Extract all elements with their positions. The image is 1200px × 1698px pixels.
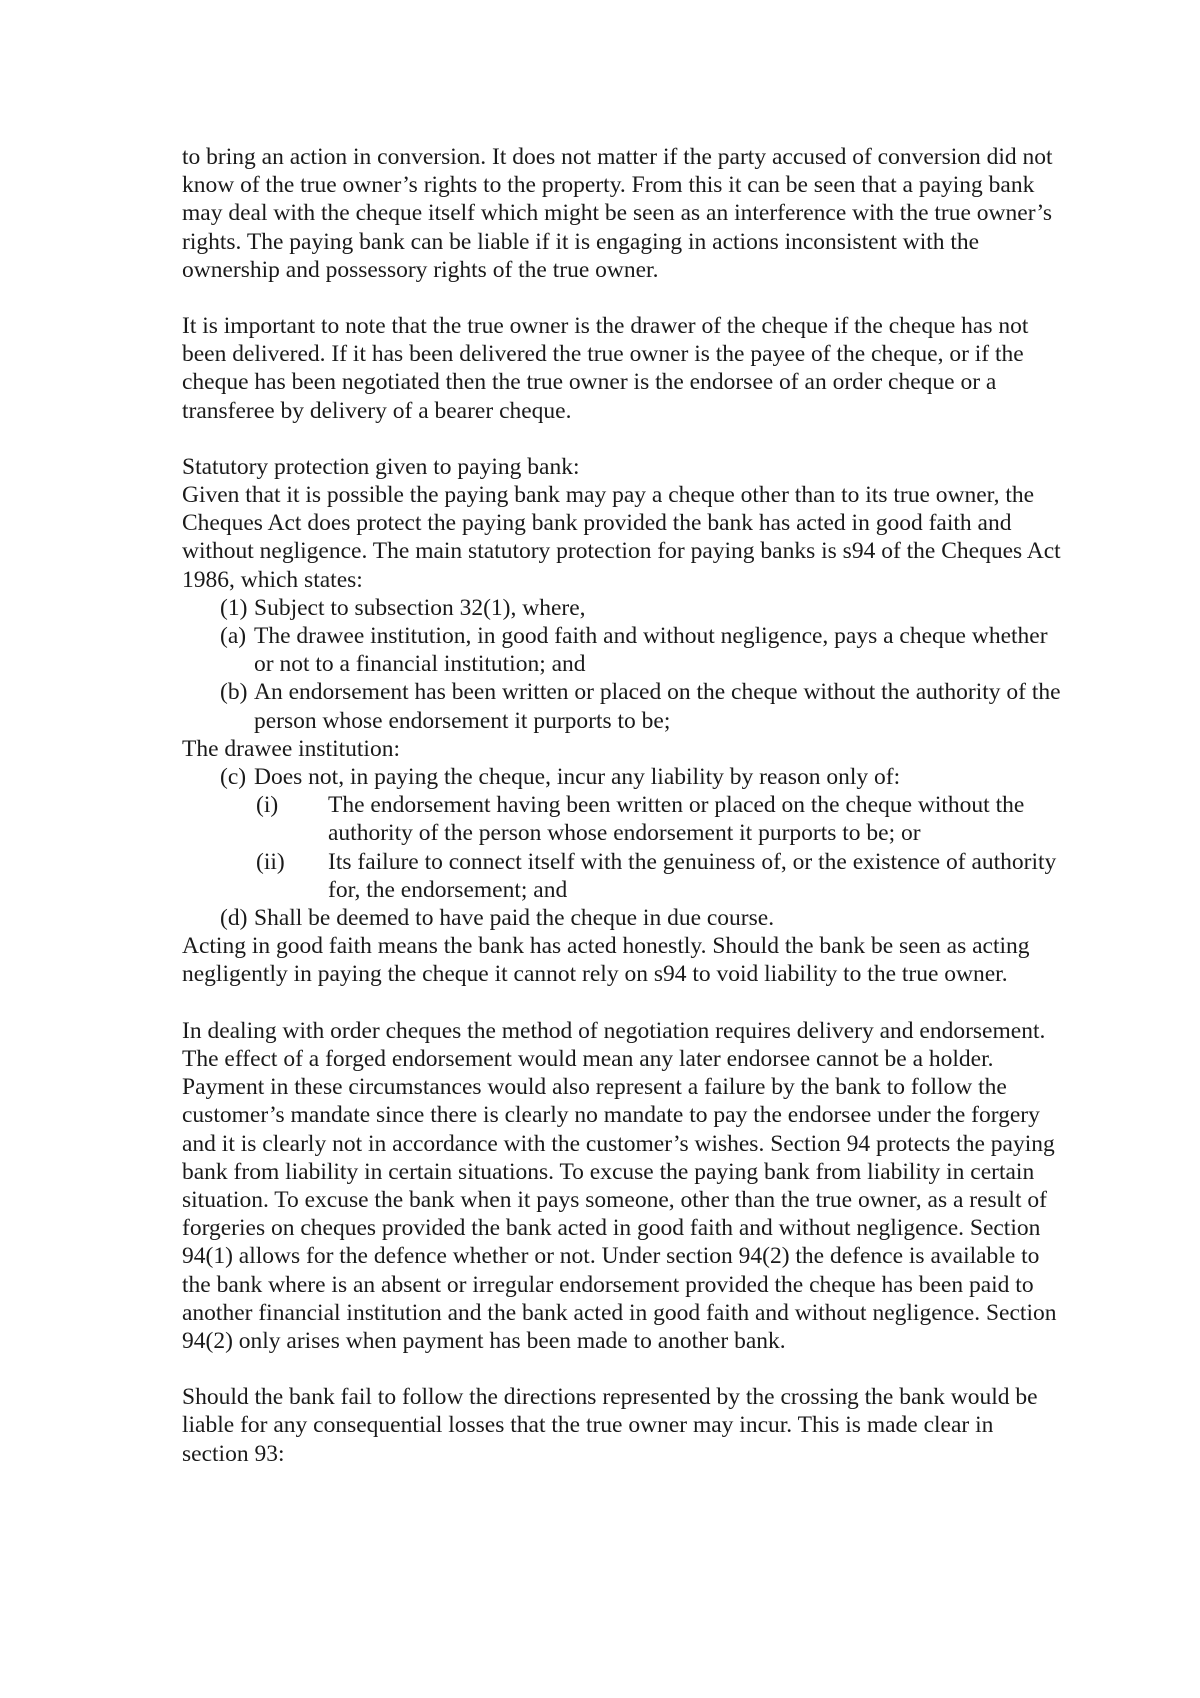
paragraph-true-owner: It is important to note that the true owner is the drawer of the cheque if the cheque has not been delivered. If it has been delivered the true owner is the payee of the cheque, or if the cheque has been negotiated then the true owner is the endorsee of an order cheque or a transferee by delivery of a bearer cheque. [182,313,1029,424]
list-text: The drawee institution, in good faith and without negligence, pays a cheque whether or not to a financial institution; and [254,623,1048,678]
list-text: The endorsement having been written or placed on the cheque without the authority of the person whose endorsement it purports to be; or [328,792,1025,847]
list-item-1 [182,594,1062,622]
paragraph-order-cheques: In dealing with order cheques the method of negotiation requires delivery and endorsement. The effect of a forged endorsement would mean any later endorsee cannot be a holder. Payment in these circumstances would also represent a failure by the bank to follow the customer’s mandate since there is clearly no mandate to pay the endorsee under the forgery and it is clearly not in accordance with the customer’s wishes. Section 94 protects the paying bank from liability in certain situations. To excuse the paying bank from liability in certain situation. To excuse the bank when it pays someone, other than the true owner, as a result of forgeries on cheques provided the bank acted in good faith and without negligence. Section 94(1) allows for the defence whether or not. Under section 94(2) the defence is available to the bank where is an absent or irregular endorsement provided the cheque has been paid to another financial institution and the bank acted in good faith and without negligence. Section 94(2) only arises when payment has been made to another bank. [182,1017,1057,1354]
paragraph-crossing: Should the bank fail to follow the directions represented by the crossing the bank would be liable for any consequential losses that the true owner may incur. This is made clear in section 93: [182,1384,1038,1467]
list-marker: (c) [220,764,247,791]
list-marker: (ii) [256,848,285,875]
list-item-a [182,622,1062,678]
list-marker: (d) [220,905,248,932]
list-item-c [182,763,1062,791]
list-text: Does not, in paying the cheque, incur any liability by reason only of: [254,764,901,791]
drawee-label: The drawee institution: [182,735,400,762]
list-marker: (a) [220,623,247,650]
list-text: Subject to subsection 32(1), where, [254,594,586,621]
sublist-item-ii [182,848,1062,904]
paragraph-good-faith: Acting in good faith means the bank has acted honestly. Should the bank be seen as acting negligently in paying the cheque it cannot rely on s94 to void liability to the true owner. [182,933,1030,988]
list-item-b [182,678,1062,734]
document-page [182,143,1062,1468]
list-marker: (b) [220,679,248,706]
section-heading: Statutory protection given to paying bank: [182,453,580,480]
list-item-d [182,904,1062,932]
list-text: An endorsement has been written or placed on the cheque without the authority of the person whose endorsement it purports to be; [254,679,1061,734]
list-text: Its failure to connect itself with the genuiness of, or the existence of authority for, the endorsement; and [328,848,1057,903]
sublist-item-i [182,791,1062,847]
paragraph-conversion: to bring an action in conversion. It does not matter if the party accused of conversion did not know of the true owner’s rights to the property. From this it can be seen that a paying bank may deal with the cheque itself which might be seen as an interference with the true owner’s rights. The paying bank can be liable if it is engaging in actions inconsistent with the ownership and possessory rights of the true owner. [182,144,1053,283]
list-marker: (1) [220,594,248,621]
list-text: Shall be deemed to have paid the cheque in due course. [254,905,775,932]
list-marker: (i) [256,792,279,819]
paragraph-statutory-protection: Given that it is possible the paying bank may pay a cheque other than to its true owner, the Cheques Act does protect the paying bank provided the bank has acted in good faith and without negligence. The main statutory protection for paying banks is s94 of the Cheques Act 1986, which states: [182,482,1061,593]
